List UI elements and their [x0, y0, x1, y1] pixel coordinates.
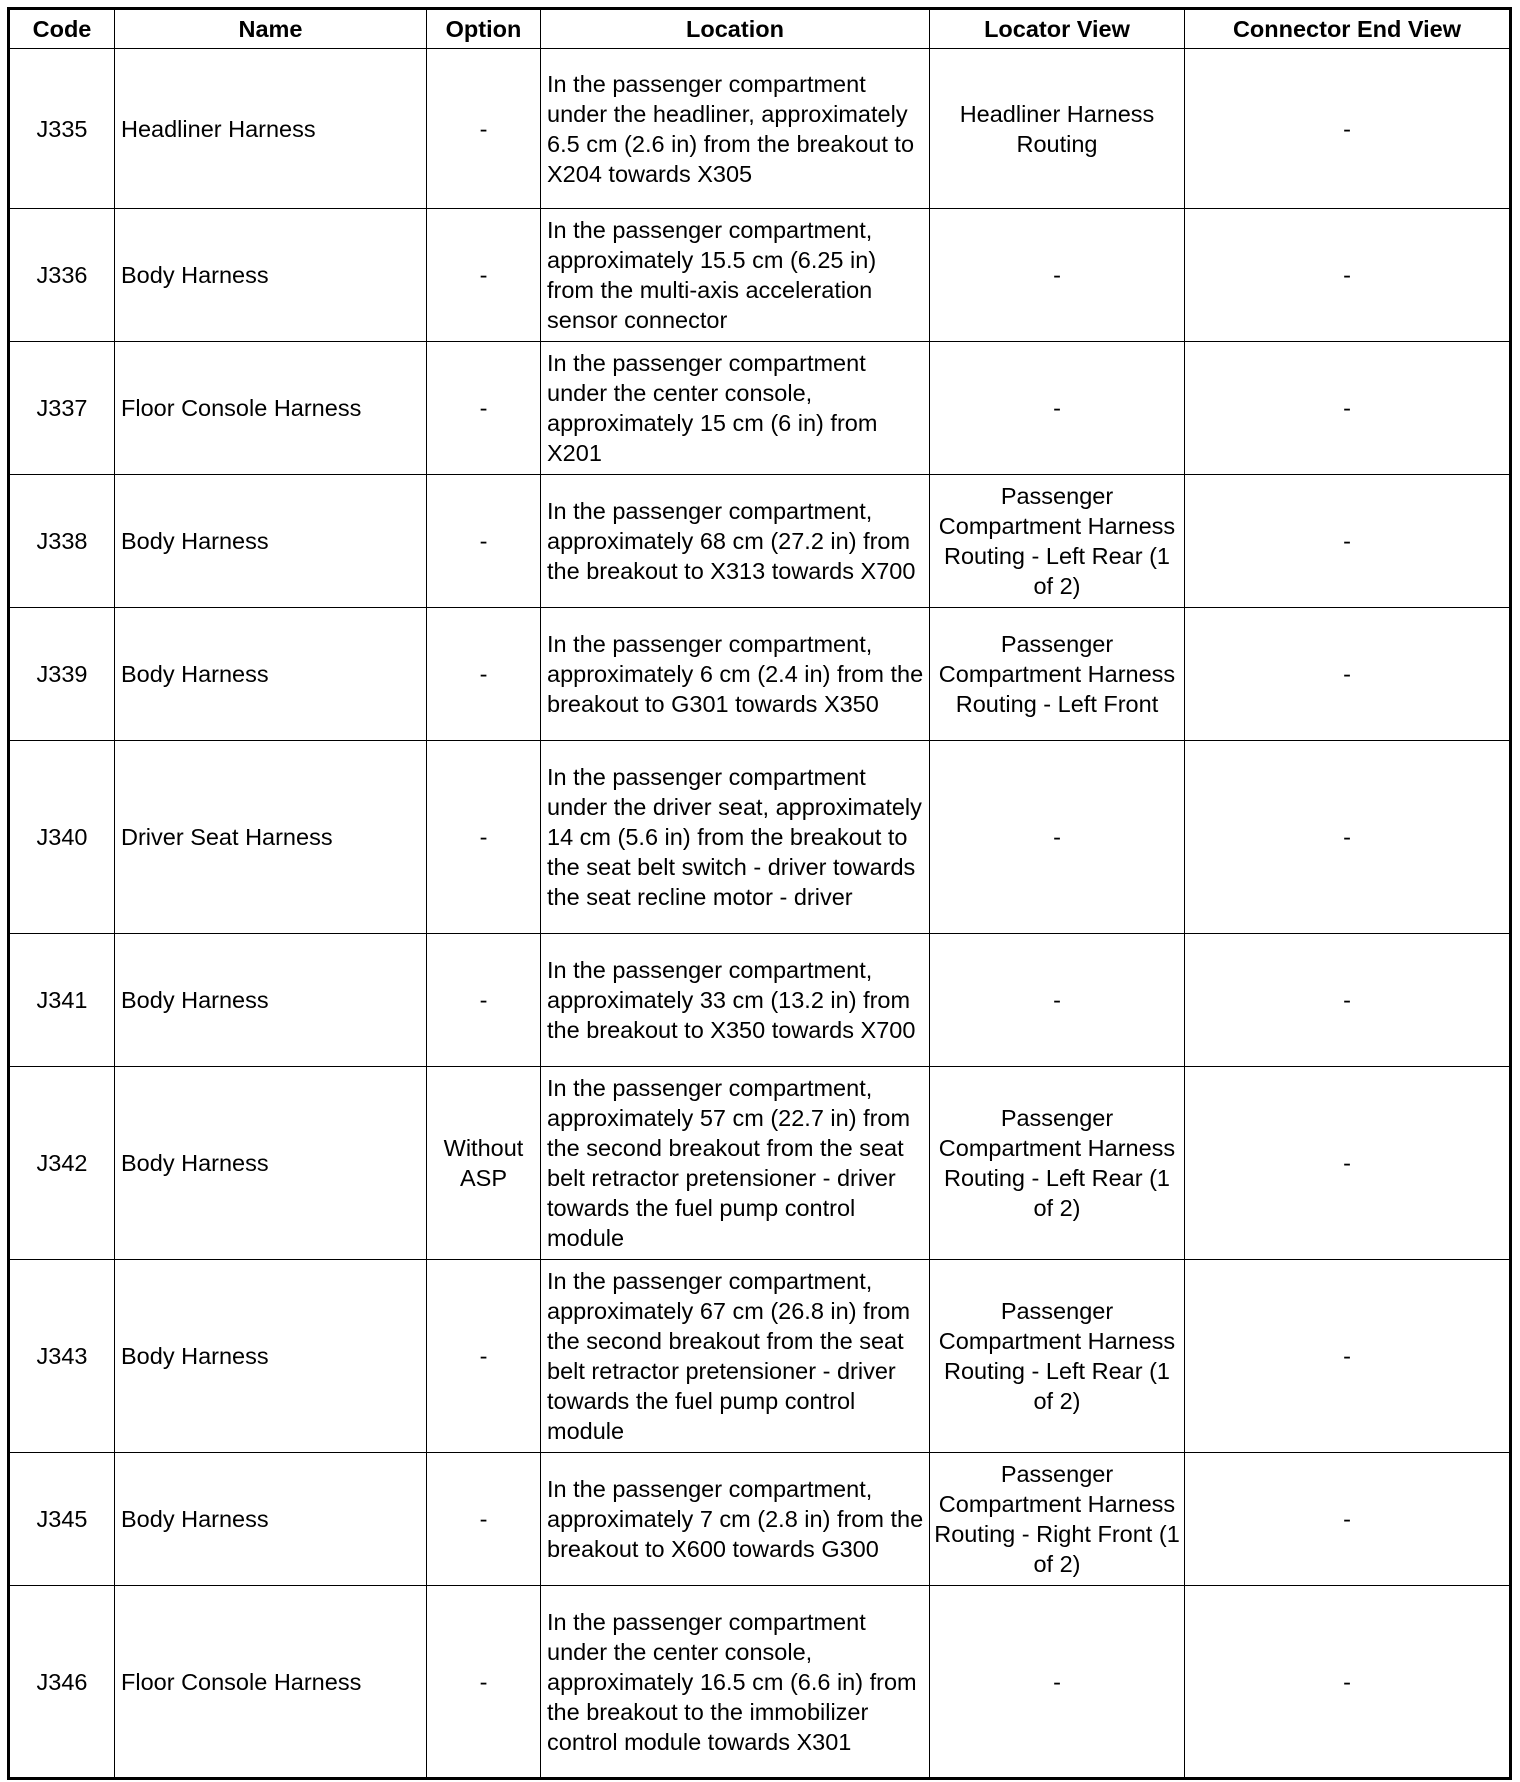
header-row [9, 9, 1511, 49]
cell-option: - [427, 475, 541, 608]
cell-code: J337 [9, 342, 115, 475]
cell-connector-end-view: - [1185, 1260, 1511, 1453]
cell-locator-view: Passenger Compartment Harness Routing - Left Rear (1 of 2) [930, 1067, 1185, 1260]
cell-connector-end-view: - [1185, 934, 1511, 1067]
cell-locator-view: - [930, 209, 1185, 342]
table-row [9, 608, 1511, 741]
cell-code: J341 [9, 934, 115, 1067]
header-location: Location [541, 9, 930, 49]
cell-name: Body Harness [115, 1067, 427, 1260]
cell-location: In the passenger compartment, approximately 6 cm (2.4 in) from the breakout to G301 towards X350 [541, 608, 930, 741]
cell-location: In the passenger compartment under the driver seat, approximately 14 cm (5.6 in) from the breakout to the seat belt switch - driver towards the seat recline motor - driver [541, 741, 930, 934]
cell-option: - [427, 342, 541, 475]
cell-code: J346 [9, 1586, 115, 1779]
cell-locator-view: Passenger Compartment Harness Routing - Left Rear (1 of 2) [930, 475, 1185, 608]
cell-code: J339 [9, 608, 115, 741]
header-option: Option [427, 9, 541, 49]
cell-locator-view: - [930, 934, 1185, 1067]
table-row [9, 475, 1511, 608]
cell-connector-end-view: - [1185, 475, 1511, 608]
cell-location: In the passenger compartment under the headliner, approximately 6.5 cm (2.6 in) from the breakout to X204 towards X305 [541, 49, 930, 209]
cell-location: In the passenger compartment, approximately 7 cm (2.8 in) from the breakout to X600 towards G300 [541, 1453, 930, 1586]
cell-name: Driver Seat Harness [115, 741, 427, 934]
cell-option: - [427, 1453, 541, 1586]
cell-name: Body Harness [115, 475, 427, 608]
cell-connector-end-view: - [1185, 1586, 1511, 1779]
cell-connector-end-view: - [1185, 1067, 1511, 1260]
cell-location: In the passenger compartment under the center console, approximately 16.5 cm (6.6 in) from the breakout to the immobilizer control module towards X301 [541, 1586, 930, 1779]
cell-location: In the passenger compartment, approximately 15.5 cm (6.25 in) from the multi-axis acceleration sensor connector [541, 209, 930, 342]
cell-code: J343 [9, 1260, 115, 1453]
cell-name: Floor Console Harness [115, 342, 427, 475]
cell-code: J338 [9, 475, 115, 608]
cell-locator-view: Passenger Compartment Harness Routing - Right Front (1 of 2) [930, 1453, 1185, 1586]
cell-name: Floor Console Harness [115, 1586, 427, 1779]
splice-location-table [7, 7, 1512, 1780]
cell-name: Body Harness [115, 1260, 427, 1453]
table-row [9, 1260, 1511, 1453]
cell-location: In the passenger compartment, approximately 57 cm (22.7 in) from the second breakout from the seat belt retractor pretensioner - driver towards the fuel pump control module [541, 1067, 930, 1260]
cell-locator-view: Passenger Compartment Harness Routing - Left Rear (1 of 2) [930, 1260, 1185, 1453]
cell-locator-view: Headliner Harness Routing [930, 49, 1185, 209]
cell-locator-view: - [930, 1586, 1185, 1779]
cell-option: - [427, 741, 541, 934]
cell-option: Without ASP [427, 1067, 541, 1260]
cell-code: J335 [9, 49, 115, 209]
table-row [9, 1067, 1511, 1260]
cell-connector-end-view: - [1185, 49, 1511, 209]
cell-option: - [427, 1260, 541, 1453]
cell-name: Body Harness [115, 934, 427, 1067]
table-row [9, 934, 1511, 1067]
cell-name: Body Harness [115, 209, 427, 342]
table-row [9, 209, 1511, 342]
cell-connector-end-view: - [1185, 608, 1511, 741]
header-name: Name [115, 9, 427, 49]
cell-option: - [427, 1586, 541, 1779]
header-code: Code [9, 9, 115, 49]
header-locator-view: Locator View [930, 9, 1185, 49]
cell-name: Body Harness [115, 1453, 427, 1586]
cell-name: Body Harness [115, 608, 427, 741]
cell-locator-view: Passenger Compartment Harness Routing - Left Front [930, 608, 1185, 741]
cell-connector-end-view: - [1185, 741, 1511, 934]
table-row [9, 1453, 1511, 1586]
cell-connector-end-view: - [1185, 342, 1511, 475]
cell-location: In the passenger compartment under the center console, approximately 15 cm (6 in) from X201 [541, 342, 930, 475]
cell-option: - [427, 934, 541, 1067]
cell-option: - [427, 608, 541, 741]
cell-code: J340 [9, 741, 115, 934]
header-connector-end-view: Connector End View [1185, 9, 1511, 49]
cell-locator-view: - [930, 342, 1185, 475]
cell-option: - [427, 209, 541, 342]
table-row [9, 1586, 1511, 1779]
table-row [9, 49, 1511, 209]
cell-connector-end-view: - [1185, 1453, 1511, 1586]
cell-location: In the passenger compartment, approximately 67 cm (26.8 in) from the second breakout from the seat belt retractor pretensioner - driver towards the fuel pump control module [541, 1260, 930, 1453]
cell-option: - [427, 49, 541, 209]
table-row [9, 741, 1511, 934]
cell-location: In the passenger compartment, approximately 33 cm (13.2 in) from the breakout to X350 towards X700 [541, 934, 930, 1067]
table-row [9, 342, 1511, 475]
cell-code: J345 [9, 1453, 115, 1586]
cell-location: In the passenger compartment, approximately 68 cm (27.2 in) from the breakout to X313 towards X700 [541, 475, 930, 608]
cell-locator-view: - [930, 741, 1185, 934]
cell-code: J336 [9, 209, 115, 342]
cell-connector-end-view: - [1185, 209, 1511, 342]
cell-name: Headliner Harness [115, 49, 427, 209]
cell-code: J342 [9, 1067, 115, 1260]
